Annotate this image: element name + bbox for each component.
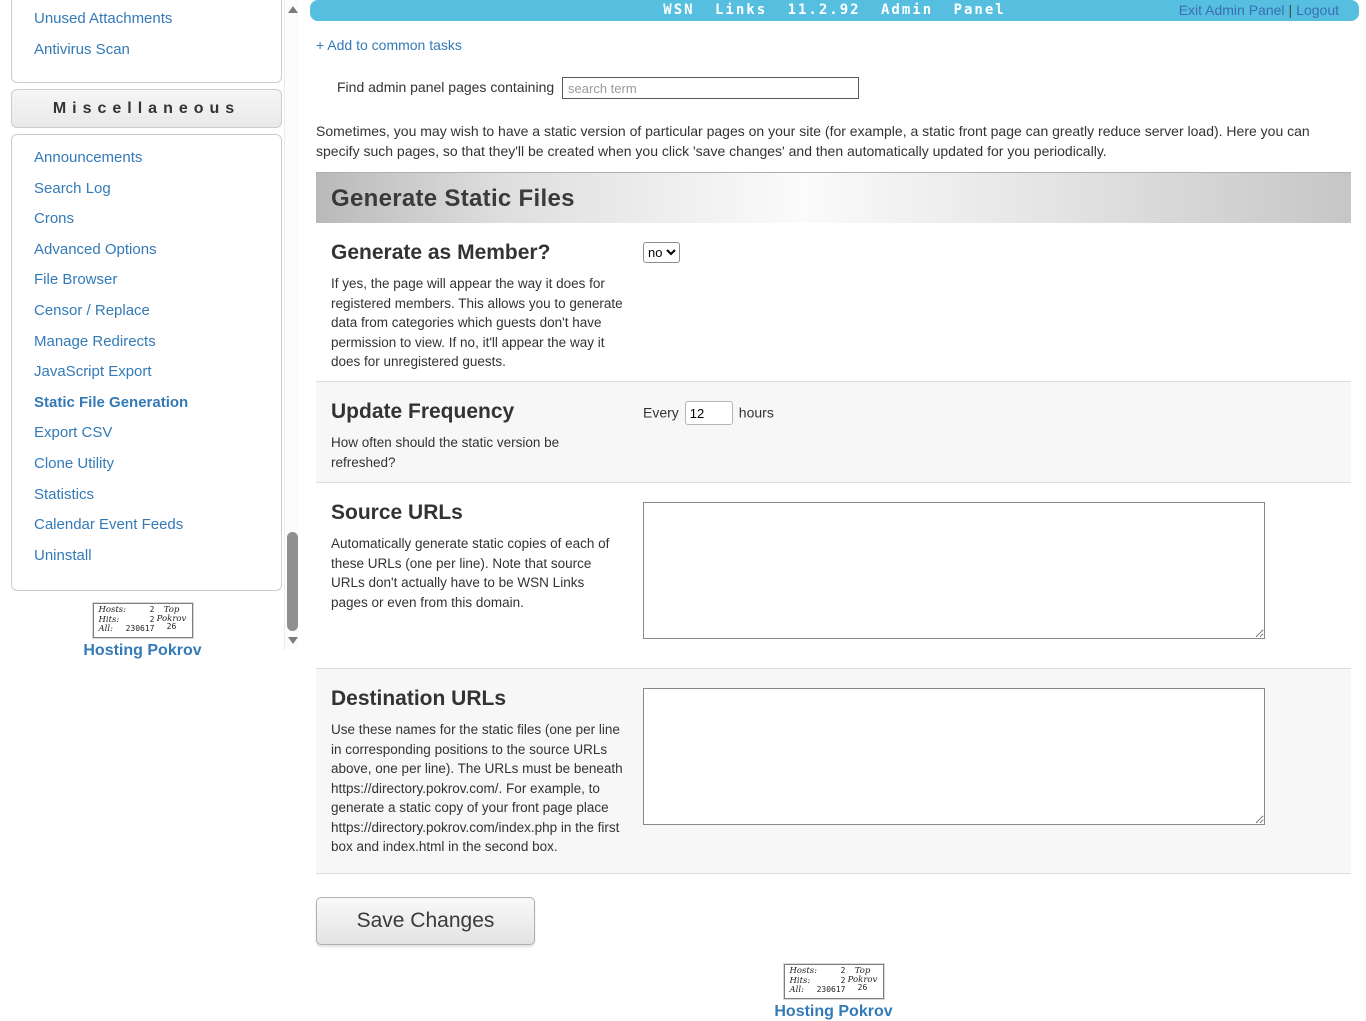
- frequency-suffix-label: hours: [738, 404, 774, 421]
- sidebar-item-crons[interactable]: Crons: [34, 210, 75, 228]
- section-header: [316, 172, 1351, 223]
- sidebar-item-search-log[interactable]: Search Log: [34, 179, 111, 197]
- sidebar-item-antivirus-scan[interactable]: Antivirus Scan: [34, 41, 130, 58]
- section-title: Generate Static Files: [331, 185, 575, 212]
- add-to-common-tasks-link[interactable]: + Add to common tasks: [316, 37, 462, 53]
- settings-form: [316, 223, 1351, 874]
- save-changes-button[interactable]: Save Changes: [316, 897, 535, 945]
- field-description: If yes, the page will appear the way it does for registered members. This allows you to generate data from categories which guests don't have permission to view. If no, it'll appear the way it does for unregistered guests.: [331, 276, 623, 369]
- counter-hits-value: 2: [840, 975, 846, 985]
- hit-counter-badge: [93, 603, 193, 638]
- sidebar-item-censor-replace[interactable]: Censor / Replace: [34, 301, 150, 319]
- scroll-up-icon[interactable]: [288, 6, 298, 13]
- sidebar-item-static-file-generation[interactable]: Static File Generation: [34, 393, 189, 411]
- field-description: Use these names for the static files (one per line in corresponding positions to the source URLs above, one per line). The URLs must be beneath https://directory.pokrov.com/. For example, to generate a static copy of your front page place https://directory.pokrov.com/index.php in the first box and index.html in the second box.: [331, 722, 623, 854]
- admin-topbar: [310, 0, 1359, 21]
- counter-brand-top: Top: [854, 966, 871, 976]
- counter-all-label: All:: [789, 985, 804, 995]
- update-frequency-input[interactable]: [685, 401, 733, 425]
- sidebar-item-javascript-export[interactable]: JavaScript Export: [34, 363, 152, 381]
- sidebar-item-clone-utility[interactable]: Clone Utility: [34, 454, 115, 472]
- generate-as-member-select[interactable]: [643, 242, 680, 263]
- admin-panel-title: WSN Links 11.2.92 Admin Panel: [663, 2, 1006, 18]
- sidebar-section-title: Miscellaneous: [11, 89, 282, 128]
- counter-hits-value: 2: [149, 614, 155, 624]
- sidebar-item-statistics[interactable]: Statistics: [34, 485, 95, 503]
- destination-urls-row: [316, 668, 1351, 874]
- counter-hosts-value: 2: [149, 605, 155, 614]
- generate-as-member-row: [316, 223, 1351, 381]
- counter-hosts-value: 2: [840, 966, 846, 975]
- counter-hits-label: Hits:: [789, 975, 811, 986]
- scroll-down-icon[interactable]: [288, 637, 298, 644]
- source-urls-textarea[interactable]: [643, 502, 1265, 639]
- admin-search-row: [337, 77, 859, 99]
- field-title: Destination URLs: [331, 687, 507, 710]
- sidebar: [0, 0, 300, 1012]
- field-title: Source URLs: [331, 501, 463, 524]
- counter-all-value: 230617: [816, 985, 846, 994]
- update-frequency-row: [316, 381, 1351, 483]
- counter-hosts-label: Hosts:: [98, 605, 127, 615]
- field-description: How often should the static version be refreshed?: [331, 435, 560, 470]
- admin-search-input[interactable]: [562, 77, 859, 99]
- counter-all-label: All:: [98, 624, 113, 634]
- counter-all-value: 230617: [125, 624, 155, 633]
- hosting-pokrov-link[interactable]: Hosting Pokrov: [83, 641, 202, 659]
- source-urls-row: [316, 483, 1351, 668]
- link-separator: |: [1288, 2, 1293, 18]
- sidebar-item-export-csv[interactable]: Export CSV: [34, 424, 113, 442]
- sidebar-scrollbar[interactable]: [284, 0, 299, 650]
- find-pages-label: Find admin panel pages containing: [337, 78, 555, 95]
- counter-day-value: 26: [857, 983, 868, 992]
- counter-brand-top: Top: [163, 605, 180, 615]
- sidebar-item-uninstall[interactable]: Uninstall: [34, 546, 92, 564]
- frequency-prefix-label: Every: [643, 404, 679, 421]
- destination-urls-textarea[interactable]: [643, 688, 1265, 825]
- field-title: Generate as Member?: [331, 241, 551, 264]
- sidebar-tools-box: [11, 0, 282, 83]
- sidebar-item-advanced-options[interactable]: Advanced Options: [34, 240, 157, 258]
- logout-link[interactable]: Logout: [1296, 2, 1339, 18]
- counter-hits-label: Hits:: [98, 614, 120, 625]
- counter-day-value: 26: [166, 622, 177, 631]
- sidebar-counter: [0, 599, 285, 660]
- scrollbar-thumb[interactable]: [287, 532, 298, 631]
- hosting-pokrov-link[interactable]: Hosting Pokrov: [774, 1002, 893, 1020]
- sidebar-item-file-browser[interactable]: File Browser: [34, 271, 118, 289]
- footer-counter: [316, 960, 1351, 1021]
- sidebar-item-manage-redirects[interactable]: Manage Redirects: [34, 332, 156, 350]
- sidebar-item-unused-attachments[interactable]: Unused Attachments: [34, 10, 173, 27]
- sidebar-item-calendar-event-feeds[interactable]: Calendar Event Feeds: [34, 516, 184, 534]
- sidebar-menu: [11, 134, 282, 591]
- counter-hosts-label: Hosts:: [789, 966, 818, 976]
- field-title: Update Frequency: [331, 400, 515, 423]
- hit-counter-badge: [784, 964, 884, 999]
- page-intro-text: Sometimes, you may wish to have a static version of particular pages on your site (for example, a static front page can greatly reduce server load). Here you can specify such pages, so that they'll be created when you click 'save changes' and then automatically updated for you periodically.: [316, 123, 1310, 159]
- counter-brand-name: Pokrov: [847, 974, 878, 985]
- exit-admin-panel-link[interactable]: Exit Admin Panel: [1178, 2, 1285, 18]
- sidebar-item-announcements[interactable]: Announcements: [34, 149, 143, 166]
- field-description: Automatically generate static copies of each of these URLs (one per line). Note that source URLs don't actually have to be WSN Links pages or even from this domain.: [331, 536, 610, 610]
- counter-brand-name: Pokrov: [156, 613, 187, 624]
